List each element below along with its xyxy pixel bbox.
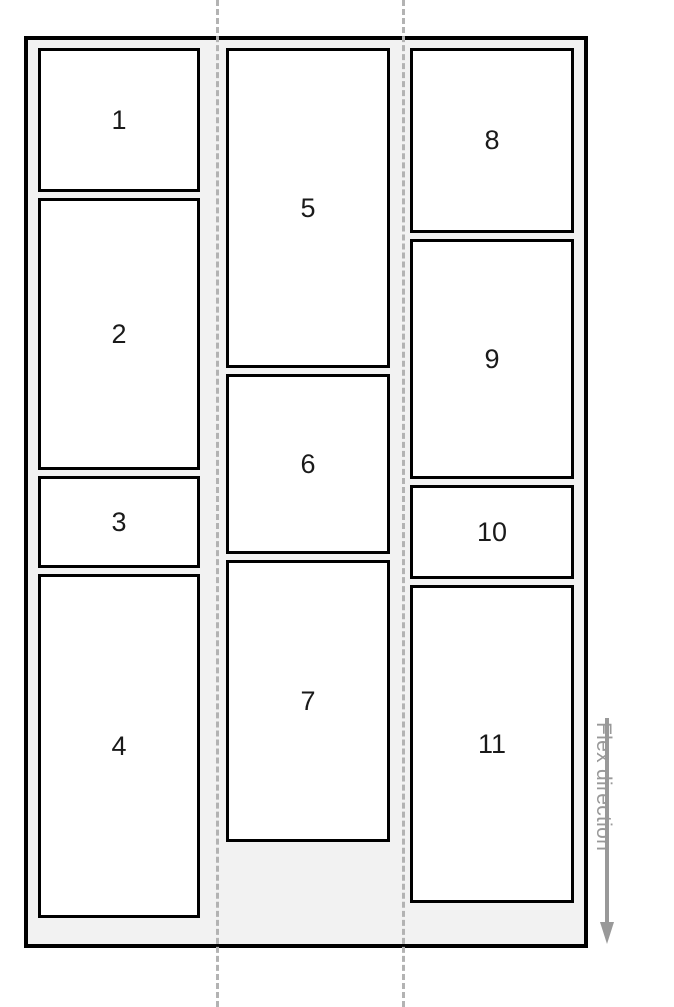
- flex-item-label: 9: [484, 343, 500, 374]
- flex-item-label: 3: [111, 506, 127, 537]
- flex-item-10: [410, 485, 574, 579]
- flex-line-2: [220, 40, 406, 944]
- flex-item-8: [410, 48, 574, 233]
- flex-direction-label: Flex direction: [592, 722, 615, 852]
- flex-container: [24, 36, 588, 948]
- flex-item-11: [410, 585, 574, 903]
- flex-line-divider-2: [402, 0, 405, 1007]
- flex-item-3: [38, 476, 200, 568]
- flex-item-label: 8: [484, 125, 500, 155]
- flex-item-label: 2: [111, 318, 127, 349]
- flex-item-label: 5: [300, 192, 316, 223]
- flex-item-label: 10: [476, 516, 508, 547]
- flex-item-label: 7: [300, 685, 316, 716]
- flex-item-label: 11: [477, 728, 507, 759]
- flex-item-5: [226, 48, 390, 368]
- flex-item-label: 6: [300, 448, 316, 479]
- flex-item-7: [226, 560, 390, 842]
- flex-item-label: 4: [111, 730, 127, 761]
- flex-item-6: [226, 374, 390, 554]
- flex-line-divider-1: [216, 0, 219, 1007]
- flex-item-2: [38, 198, 200, 470]
- flex-item-9: [410, 239, 574, 479]
- flex-item-label: 1: [111, 104, 127, 135]
- flex-item-4: [38, 574, 200, 918]
- flex-line-3: [406, 40, 580, 944]
- flex-item-1: [38, 48, 200, 192]
- flex-line-1: [28, 40, 220, 944]
